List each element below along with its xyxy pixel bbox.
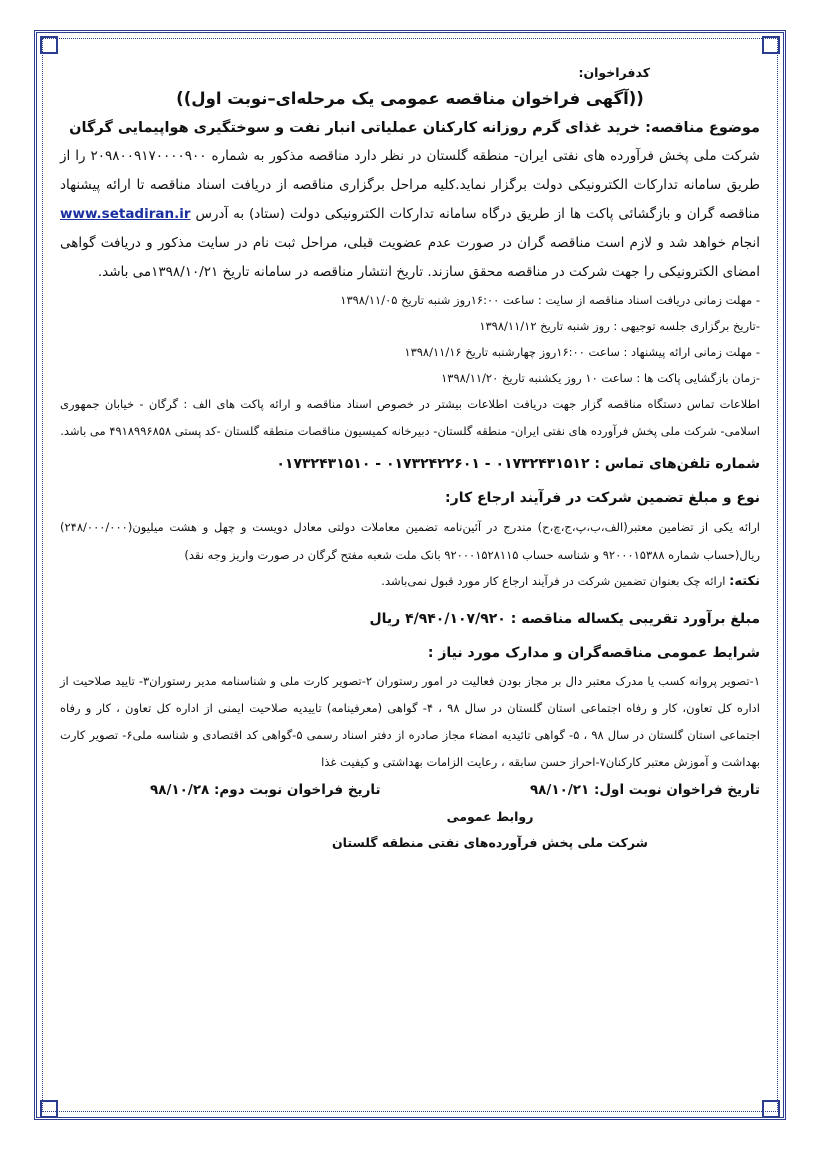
footer-dates bbox=[60, 776, 760, 804]
note-label: نکته: bbox=[729, 574, 760, 589]
corner-ornament-top-left bbox=[40, 36, 58, 54]
estimate-label: مبلغ برآورد تقریبی یکساله مناقصه : bbox=[510, 611, 760, 627]
guarantee-heading: نوع و مبلغ تضمین شرکت در فرآیند ارجاع کار: bbox=[445, 490, 760, 506]
deadline-item-docs: - مهلت زمانی دریافت اسناد مناقصه از سایت : ساعت ۱۶:۰۰روز شنبه تاریخ ۱۳۹۸/۱۱/۰۵ bbox=[340, 293, 760, 307]
note-text: ارائه چک بعنوان تضمین شرکت در فرآیند ارجاع کار مورد قبول نمی‌باشد. bbox=[381, 574, 726, 588]
announcement-title: ((آگهی فراخوان مناقصه عمومی یک مرحله‌ای–نوبت اول)) bbox=[176, 89, 644, 108]
phones-label: شماره تلفن‌های تماس : bbox=[594, 456, 760, 472]
guarantee-text: ارائه یکی از تضامین معتبر(الف،ب،پ،ج،چ،ح) مندرج در آئین‌نامه تضمین معاملات دولتی معادل دویست و چهل و هشت میلیون(۲۴۸/۰۰۰/۰۰۰) ریال(حساب شماره ۹۲۰۰۰۱۵۳۸۸ و شناسه حساب ۹۲۰۰۰۱۵۲۸۱۱۵ بانک ملت شعبه مفتح گرگان در صورت واریز وجه نقد) bbox=[60, 520, 760, 562]
intro-text-1: شرکت ملی پخش فرآورده های نفتی ایران- منطقه گلستان در نظر دارد مناقصه مذکور به شماره ۲۰۹۸۰۰۹۱۷۰۰۰۰۹۰۰ را از طریق سامانه تدارکات الکترونیکی دولت برگزار نماید.کلیه مراحل برگزاری مناقصه از دریافت اسناد مناقصه تا ارائه پیشنهاد مناقصه گران و بازگشائی پاکت ها از طریق درگاه سامانه تدارکات الکترونیکی دولت (ستاد) به آدرس bbox=[60, 148, 760, 222]
deadline-item-briefing: -تاریخ برگزاری جلسه توجیهی : روز شنبه تاریخ ۱۳۹۸/۱۱/۱۲ bbox=[479, 319, 760, 333]
conditions-heading: شرایط عمومی مناقصه‌گران و مدارک مورد نیاز : bbox=[427, 645, 760, 661]
corner-ornament-bottom-left bbox=[40, 1100, 58, 1118]
phones-numbers: ۰۱۷۳۲۴۳۱۵۱۲ - ۰۱۷۳۲۴۲۲۶۰۱ - ۰۱۷۳۲۴۳۱۵۱۰ bbox=[276, 456, 590, 472]
intro-paragraph bbox=[60, 142, 760, 287]
signature-company: شرکت ملی پخش فرآورده‌های نفتی منطقه گلستان bbox=[332, 835, 648, 850]
tender-subject: موضوع مناقصه: خرید غذای گرم روزانه کارکنان عملیاتی انبار نفت و سوختگیری هواپیمایی گرگان bbox=[69, 120, 760, 136]
announcement-body bbox=[60, 62, 760, 856]
guarantee-note bbox=[60, 569, 760, 594]
phones-line bbox=[60, 449, 760, 479]
deadlines-list bbox=[60, 287, 760, 391]
corner-ornament-bottom-right bbox=[762, 1100, 780, 1118]
estimate-line bbox=[60, 604, 760, 634]
second-call-date: تاریخ فراخوان نوبت دوم: ۹۸/۱۰/۲۸ bbox=[150, 782, 381, 798]
contact-info: اطلاعات تماس دستگاه مناقصه گزار جهت دریافت اطلاعات بیشتر در خصوص اسناد مناقصه و ارائه پاکت های الف : گرگان - خیابان جمهوری اسلامی- شرکت ملی پخش فرآورده های نفتی ایران- منطقه گلستان- دبیرخانه کمیسیون مناقصات منطقه گلستان -کد پستی ۴۹۱۸۹۹۶۸۵۸ می باشد. bbox=[60, 397, 760, 438]
estimate-value: ۴/۹۴۰/۱۰۷/۹۲۰ ریال bbox=[369, 611, 506, 627]
conditions-text: ۱-تصویر پروانه کسب یا مدرک معتبر دال بر مجاز بودن فعالیت در امور رستوران ۲-تصویر کارت ملی و شناسنامه مدیر رستوران۳- تایید صلاحیت از اداره کل تعاون، کار و رفاه اجتماعی استان گلستان در سال ۹۸ ، ۴- گواهی (معرفینامه) تاییدیه صلاحیت ایمنی از اداره کل تعاون ، کار و رفاه اجتماعی استان گلستان در سال ۹۸ ، ۵- گواهی تائیدیه امضاء مجاز صادره از دفتر اسناد رسمی ۵-گواهی کد اقتصادی و شناسه ملی۶- تصویر کارت بهداشت و آموزش معتبر کارکنان۷-احراز حسن سابقه ، رعایت الزامات بهداشتی و کیفیت غذا bbox=[60, 674, 760, 769]
tender-code-label: کدفراخوان: bbox=[578, 65, 650, 80]
deadline-item-opening: -زمان بازگشایی پاکت ها : ساعت ۱۰ روز یکشنبه تاریخ ۱۳۹۸/۱۱/۲۰ bbox=[441, 371, 760, 385]
first-call-date: تاریخ فراخوان نوبت اول: ۹۸/۱۰/۲۱ bbox=[529, 782, 760, 798]
deadline-item-proposal: - مهلت زمانی ارائه پیشنهاد : ساعت ۱۶:۰۰روز چهارشنبه تاریخ ۱۳۹۸/۱۱/۱۶ bbox=[404, 345, 760, 359]
setad-website-link[interactable]: www.setadiran.ir bbox=[60, 206, 191, 222]
signature-department: روابط عمومی bbox=[446, 809, 534, 824]
corner-ornament-top-right bbox=[762, 36, 780, 54]
intro-text-2: انجام خواهد شد و لازم است مناقصه گران در صورت عدم عضویت قبلی، مراحل ثبت نام در سایت مذکور و دریافت گواهی امضای الکترونیکی را جهت شرکت در مناقصه محقق سازند. تاریخ انتشار مناقصه در سامانه تاریخ ۱۳۹۸/۱۰/۲۱می باشد. bbox=[60, 235, 760, 280]
